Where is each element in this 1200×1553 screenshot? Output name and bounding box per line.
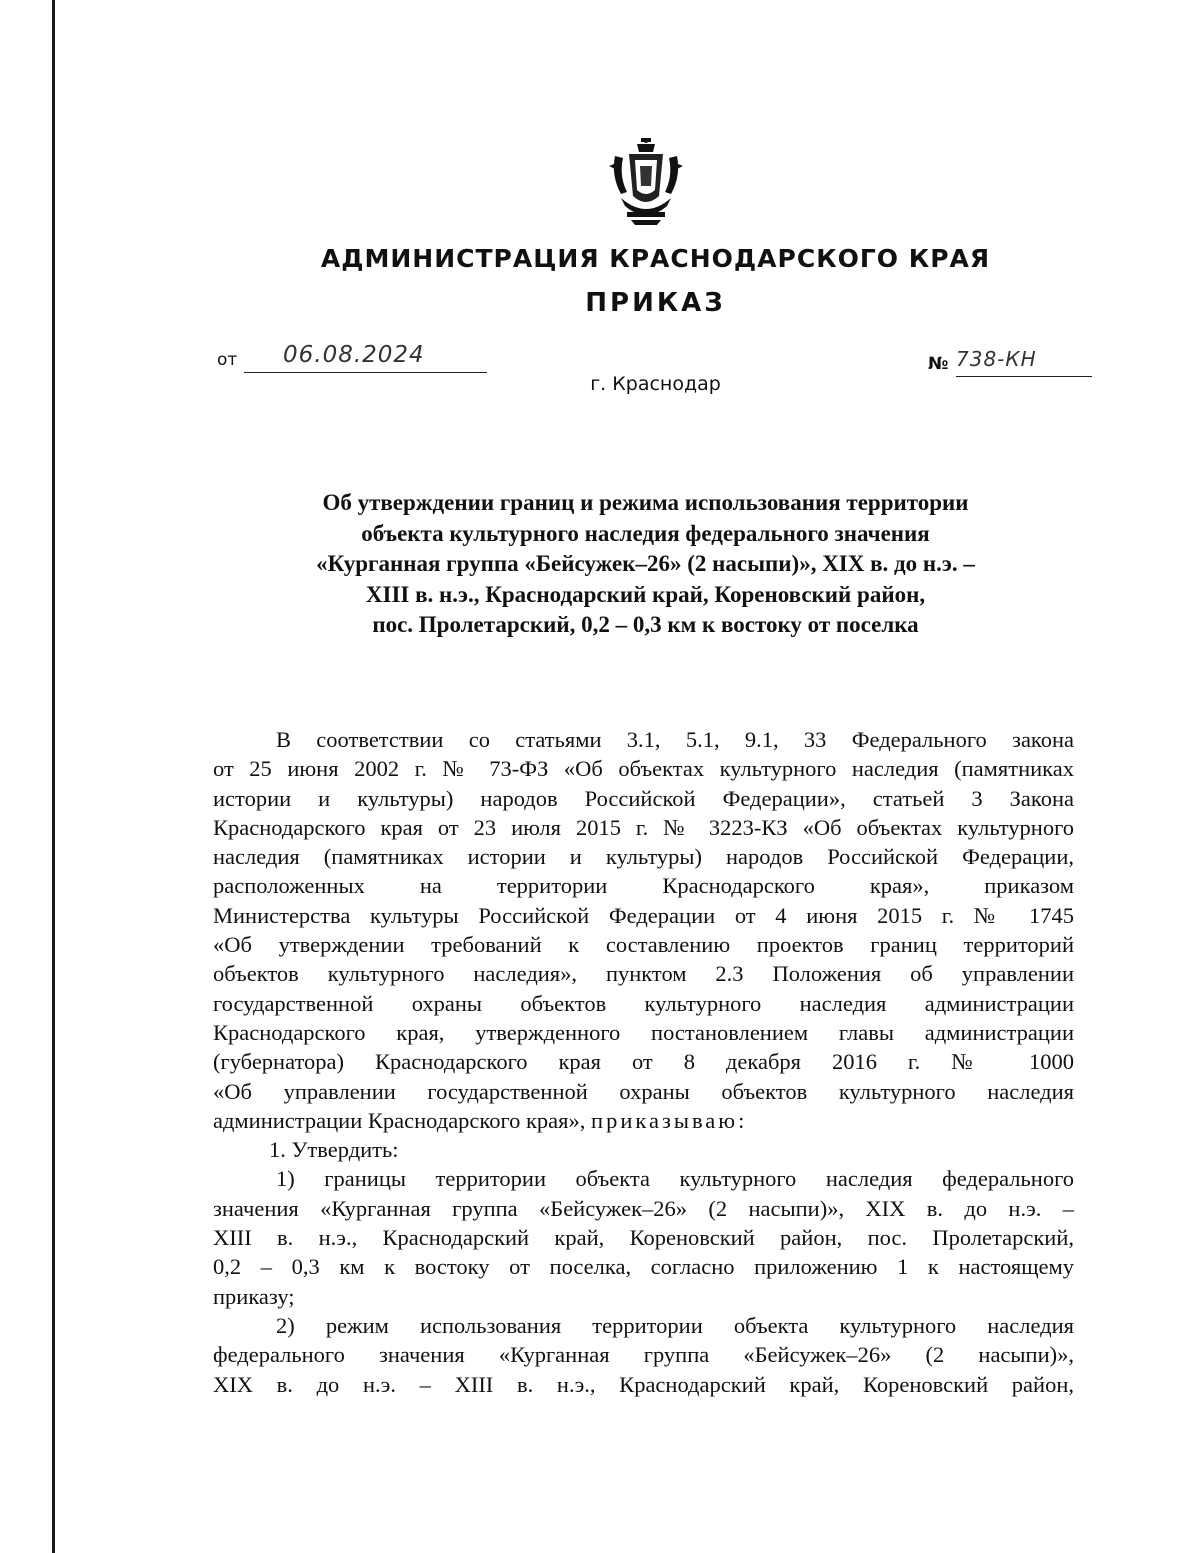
item-heading: 1. Утвердить:: [269, 1137, 399, 1163]
document-body: [213, 725, 1074, 1399]
title-line: пос. Пролетарский, 0,2 – 0,3 км к востоку от поселка: [372, 612, 919, 637]
krasnodar-coat-of-arms: [607, 136, 685, 226]
body-line: истории и культуры) народов Российской Федерации», статьей 3 Закона: [213, 785, 1074, 811]
body-line: 0,2 – 0,3 км к востоку от поселка, согласно приложению 1 к настоящему: [213, 1254, 1074, 1280]
body-line: значения «Курганная группа «Бейсужек–26» (2 насыпи)», XIX в. до н.э. –: [213, 1195, 1074, 1221]
body-line: XIII в. н.э., Краснодарский край, Кореновский район, пос. Пролетарский,: [213, 1225, 1074, 1251]
city: г. Краснодар: [590, 373, 721, 395]
body-line: расположенных на территории Краснодарского края», приказом: [213, 873, 1074, 899]
date-prefix: от: [217, 350, 238, 370]
order-keyword: приказываю:: [591, 1107, 748, 1133]
body-line: 2) режим использования территории объекта культурного наследия: [276, 1312, 1074, 1338]
body-line: от 25 июня 2002 г. № 73-ФЗ «Об объектах культурного наследия (памятниках: [213, 756, 1074, 782]
body-line: «Об утверждении требований к составлению проектов границ территорий: [213, 932, 1074, 958]
body-line: наследия (памятниках истории и культуры) народов Российской Федерации,: [213, 844, 1074, 870]
body-line: федерального значения «Курганная группа «Бейсужек–26» (2 насыпи)»,: [213, 1342, 1074, 1368]
handwritten-number: 738-КН: [956, 347, 1037, 371]
document-type: ПРИКАЗ: [585, 288, 726, 318]
body-line: Министерства культуры Российской Федерации от 4 июня 2015 г. № 1745: [213, 902, 1074, 928]
body-line: приказу;: [213, 1283, 295, 1309]
body-line: Краснодарского края, утвержденного постановлением главы администрации: [213, 1019, 1074, 1045]
organization-name: АДМИНИСТРАЦИЯ КРАСНОДАРСКОГО КРАЯ: [320, 244, 991, 273]
body-line: XIX в. до н.э. – XIII в. н.э., Краснодарский край, Кореновский район,: [213, 1371, 1074, 1397]
body-line: Краснодарского края от 23 июля 2015 г. № 3223-КЗ «Об объектах культурного: [213, 814, 1074, 840]
body-line: объектов культурного наследия», пунктом 2.3 Положения об управлении: [213, 961, 1074, 987]
body-line: [213, 1106, 1074, 1135]
body-line: «Об управлении государственной охраны объектов культурного наследия: [213, 1078, 1074, 1104]
body-line: В соответствии со статьями 3.1, 5.1, 9.1, 33 Федерального закона: [276, 727, 1074, 752]
body-text: администрации Краснодарского края»,: [213, 1107, 586, 1133]
page-edge-line: [52, 0, 55, 1553]
title-line: Об утверждении границ и режима использования территории: [322, 490, 969, 515]
document-title: [250, 488, 1041, 641]
handwritten-date: 06.08.2024: [283, 342, 425, 368]
title-line: объекта культурного наследия федерального значения: [361, 520, 930, 546]
title-line: XIII в. н.э., Краснодарский край, Кореновский район,: [365, 581, 926, 607]
body-line: 1) границы территории объекта культурного наследия федерального: [276, 1166, 1074, 1192]
body-line: государственной охраны объектов культурного наследия администрации: [213, 990, 1074, 1016]
title-line: «Курганная группа «Бейсужек–26» (2 насыпи)», XIX в. до н.э. –: [316, 551, 975, 576]
number-prefix: №: [928, 354, 949, 374]
body-line: (губернатора) Краснодарского края от 8 декабря 2016 г. № 1000: [213, 1049, 1074, 1075]
